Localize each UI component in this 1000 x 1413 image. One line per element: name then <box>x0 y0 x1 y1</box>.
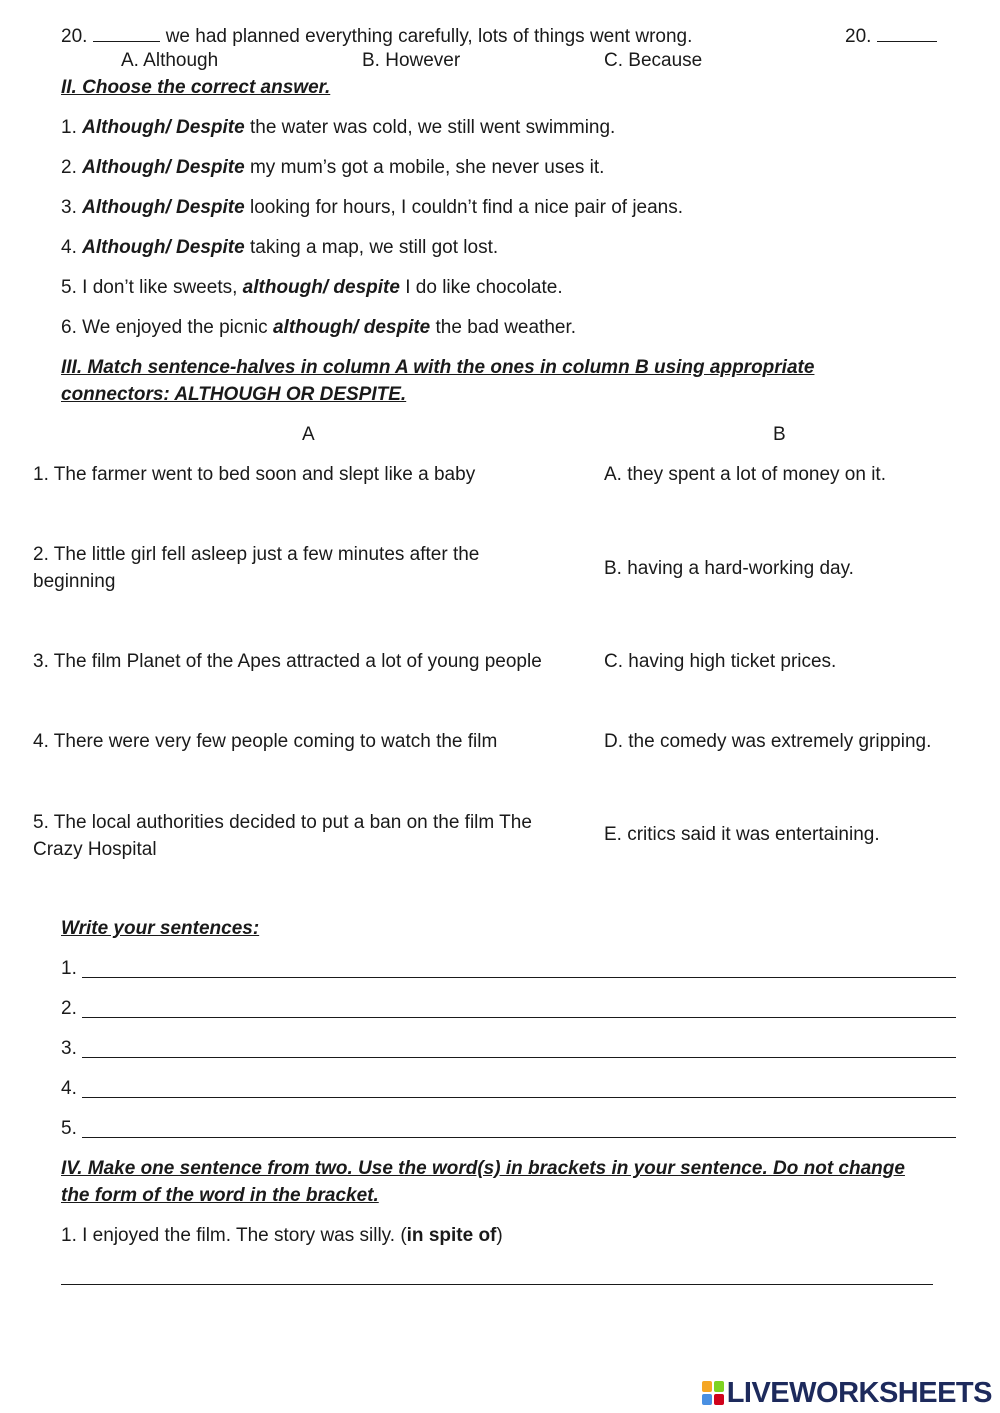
col-a-item-5: 5. The local authorities decided to put a ban on the film The Crazy Hospital <box>33 812 532 860</box>
col-a-item-4: 4. There were very few people coming to watch the film <box>33 731 498 752</box>
answer-blank[interactable] <box>93 24 160 42</box>
section-2-title: II. Choose the correct answer. <box>61 77 331 98</box>
s2-item-5: 5. I don’t like sweets, although/ despite I do like chocolate. <box>61 277 563 298</box>
answer-box-20[interactable]: 20. <box>845 24 937 46</box>
liveworksheets-logo <box>702 1377 992 1409</box>
section-4-title-line1: IV. Make one sentence from two. Use the word(s) in brackets in your sentence. Do not change <box>61 1158 905 1179</box>
col-a-item-3: 3. The film Planet of the Apes attracted a lot of young people <box>33 651 542 672</box>
col-b-item-e: E. critics said it was entertaining. <box>604 824 880 845</box>
option-c: C. Because <box>604 50 703 71</box>
s2-item-3: 3. Although/ Despite looking for hours, I couldn’t find a nice pair of jeans. <box>61 197 684 218</box>
question-20: 20. we had planned everything carefully, lots of things went wrong. <box>61 26 693 47</box>
option-a: A. Although <box>121 50 219 71</box>
write-line-2[interactable] <box>82 999 956 1018</box>
write-line-number-1: 1. <box>61 958 77 979</box>
write-line-3[interactable] <box>82 1039 956 1058</box>
col-b-item-a: A. they spent a lot of money on it. <box>604 464 886 485</box>
write-line-number-5: 5. <box>61 1118 77 1139</box>
section-3-title-line1: III. Match sentence-halves in column A with the ones in column B using appropriate <box>61 357 815 378</box>
write-line-4[interactable] <box>82 1079 956 1098</box>
write-line-1[interactable] <box>82 959 956 978</box>
column-b-header: B <box>773 424 786 445</box>
s2-item-4: 4. Although/ Despite taking a map, we still got lost. <box>61 237 499 258</box>
logo-blocks-icon <box>702 1381 724 1405</box>
write-line-number-3: 3. <box>61 1038 77 1059</box>
s2-item-2: 2. Although/ Despite my mum’s got a mobile, she never uses it. <box>61 157 605 178</box>
col-a-item-1: 1. The farmer went to bed soon and slept like a baby <box>33 464 476 485</box>
s2-item-1: 1. Although/ Despite the water was cold, we still went swimming. <box>61 117 616 138</box>
section-3-title-line2: connectors: ALTHOUGH OR DESPITE. <box>61 384 407 405</box>
brand-name: LIVEWORKSHEETS <box>726 1376 992 1409</box>
col-a-item-2: 2. The little girl fell asleep just a few minutes after the beginning <box>33 544 480 592</box>
col-b-item-d: D. the comedy was extremely gripping. <box>604 731 932 752</box>
option-b: B. However <box>362 50 461 71</box>
section-4-title-line2: the form of the word in the bracket. <box>61 1185 379 1206</box>
s4-item-1: 1. I enjoyed the film. The story was silly. (in spite of) <box>61 1225 503 1246</box>
write-line-5[interactable] <box>82 1119 956 1138</box>
write-sentences-title: Write your sentences: <box>61 918 260 939</box>
s4-answer-line-1[interactable] <box>61 1266 933 1285</box>
column-a-header: A <box>302 424 315 445</box>
write-line-number-2: 2. <box>61 998 77 1019</box>
col-b-item-c: C. having high ticket prices. <box>604 651 837 672</box>
write-line-number-4: 4. <box>61 1078 77 1099</box>
col-b-item-b: B. having a hard-working day. <box>604 558 854 579</box>
s2-item-6: 6. We enjoyed the picnic although/ despite the bad weather. <box>61 317 577 338</box>
